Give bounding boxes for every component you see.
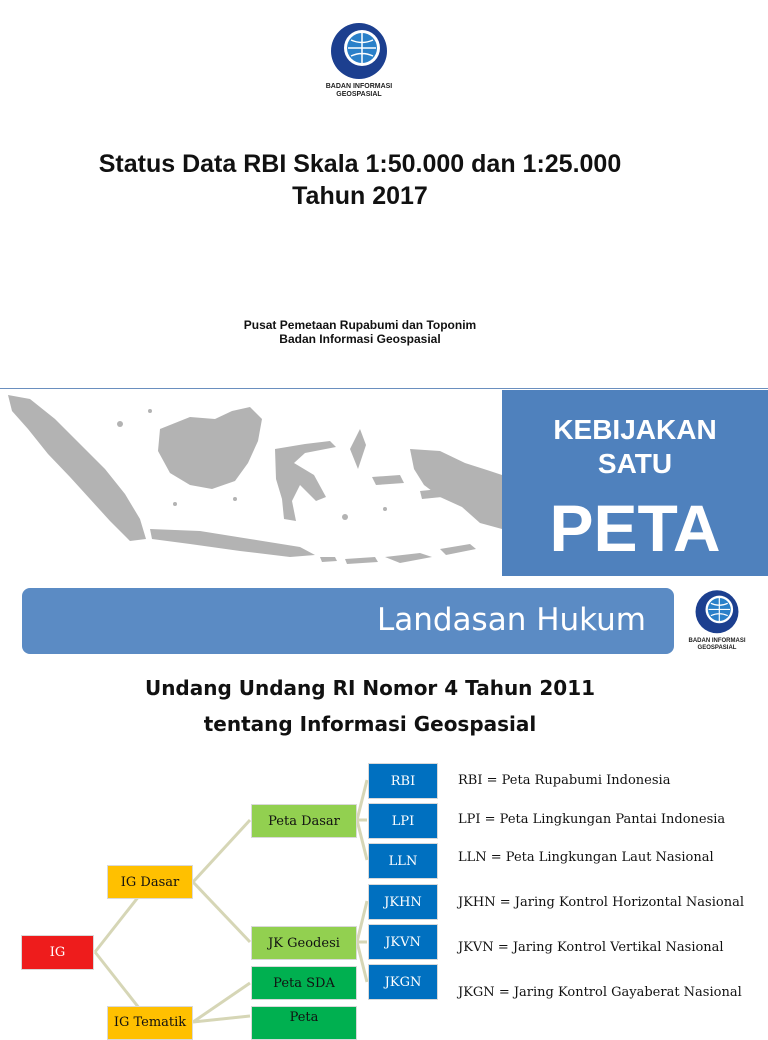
header-title: Landasan Hukum — [376, 602, 646, 638]
node-ig-dasar: IG Dasar — [107, 865, 193, 899]
node-lpi: LPI — [368, 803, 438, 839]
banner-line3: PETA — [549, 491, 721, 565]
header-bar — [22, 588, 674, 654]
globe-logo-icon — [694, 588, 740, 634]
law-title-line2: tentang Informasi Geospasial — [203, 712, 537, 736]
node-rbi: RBI — [368, 763, 438, 799]
node-jkhn: JKHN — [368, 884, 438, 920]
definition-jkhn: JKHN = Jaring Kontrol Horizontal Nasional — [458, 895, 744, 910]
small-logo — [694, 588, 740, 634]
big-logo — [329, 20, 389, 80]
node-lln: LLN — [368, 843, 438, 879]
landasan-hukum-slide — [0, 576, 768, 1030]
logo-caption-line1: BADAN INFORMASI — [325, 83, 393, 90]
banner-line2: SATU — [597, 448, 673, 479]
connector-petadasar-rbi — [357, 780, 367, 820]
definition-lpi: LPI = Peta Lingkungan Pantai Indonesia — [458, 812, 726, 827]
node-peta-sda: Peta SDA — [251, 966, 357, 1000]
connector-jkgeodesi-jkhn — [357, 901, 367, 942]
small-logo-caption-line1: BADAN INFORMASI — [688, 638, 746, 644]
indonesia-map-icon — [0, 389, 502, 577]
node-jkvn: JKVN — [368, 924, 438, 960]
small-logo-caption-line2: GEOSPASIAL — [697, 645, 737, 651]
node-peta-other: Peta — [251, 1006, 357, 1040]
connector-petadasar-lln — [357, 820, 367, 860]
node-jk-geodesi: JK Geodesi — [251, 926, 357, 960]
law-title-line1: Undang Undang RI Nomor 4 Tahun 2011 — [144, 676, 596, 700]
node-ig-tematik: IG Tematik — [107, 1006, 193, 1040]
organization-line1: Pusat Pemetaan Rupabumi dan Toponim — [243, 318, 477, 332]
logo-caption — [300, 83, 418, 99]
connector-igdasar-jkgeodesi — [193, 882, 250, 942]
title-slide — [0, 0, 768, 388]
definition-rbi: RBI = Peta Rupabumi Indonesia — [458, 773, 671, 788]
kebijakan-satu-peta-panel — [502, 390, 768, 577]
organization-line2: Badan Informasi Geospasial — [279, 332, 441, 346]
connector-igdasar-petadasar — [193, 820, 250, 882]
definition-jkvn: JKVN = Jaring Kontrol Vertikal Nasional — [458, 940, 724, 955]
small-logo-caption — [672, 638, 762, 652]
definition-jkgn: JKGN = Jaring Kontrol Gayaberat Nasional — [458, 985, 742, 1000]
slide-title-line1: Status Data RBI Skala 1:50.000 dan 1:25.000 — [98, 150, 622, 178]
banner-line1: KEBIJAKAN — [553, 414, 717, 445]
slide-title-line2: Tahun 2017 — [292, 182, 428, 210]
indonesia-map — [0, 389, 502, 577]
node-jkgn: JKGN — [368, 964, 438, 1000]
node-ig: IG — [21, 935, 94, 970]
kebijakan-satu-peta-banner — [0, 388, 768, 577]
logo-caption-line2: GEOSPASIAL — [336, 91, 382, 98]
connector-jkgeodesi-jkgn — [357, 942, 367, 982]
definition-lln: LLN = Peta Lingkungan Laut Nasional — [458, 850, 714, 865]
globe-logo-icon — [329, 20, 389, 80]
node-peta-dasar: Peta Dasar — [251, 804, 357, 838]
